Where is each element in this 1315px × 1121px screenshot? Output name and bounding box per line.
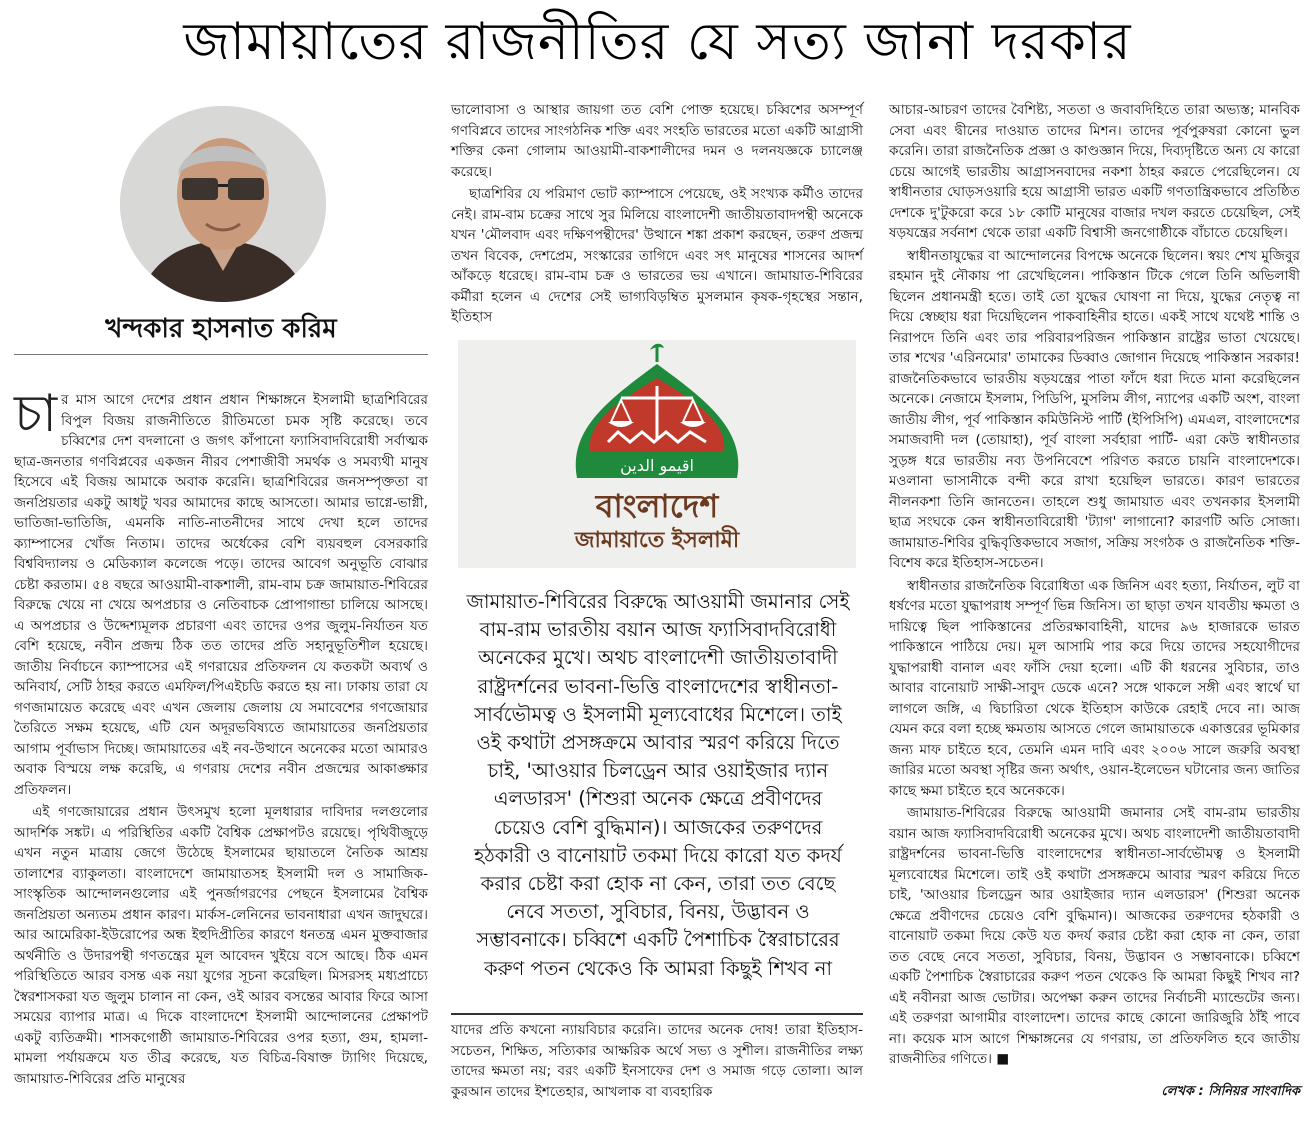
- logo-bangladesh: বাংলাদেশ: [595, 487, 719, 525]
- divider: [451, 1013, 863, 1015]
- article-column-middle-top: [451, 100, 863, 330]
- author-photo: [120, 106, 326, 302]
- byline: লেখক : সিনিয়র সাংবাদিক: [1161, 1084, 1300, 1099]
- author-name: খন্দকার হাসনাত করিম: [105, 314, 337, 344]
- divider: [14, 354, 428, 355]
- headline: জামায়াতের রাজনীতির যে সত্য জানা দরকার: [183, 12, 1132, 72]
- dropcap: চা: [14, 384, 58, 444]
- article-column-middle-bottom: [451, 1020, 863, 1104]
- paragraph-text: র মাস আগে দেশের প্রধান প্রধান শিক্ষাঙ্গনে ইসলামী ছাত্রশিবিরের বিপুল বিজয় রাজনীতিতে রীতিমতো চমক সৃষ্টি করেছে। তবে চব্বিশের দেশ বদলানো ও জগৎ কাঁপানো ফ্যাসিবাদবিরোধী সর্বাত্মক ছাত্র-জনতার গণবিপ্লবের একজন নীরব পেশাজীবী সমর্থক ও সমব্যথী মানুষ হিসেবে এই বিজয় আমাকে অবাক করেনি। ছাত্রশিবিরের জনসম্পৃক্ততা বা জনপ্রিয়তার একটু আধটু খবর আমাদের কাছে আসতো। আমার ভাগ্নে-ভাগ্নী, ভাতিজা-ভাতিজি, এমনকি নাতি-নাতনীদের সাথে দেখা হলে তাদের ক্যাম্পাসের খোঁজ নিতাম। তাদের অর্ধেকের বেশি ব্যয়বহুল বেসরকারি বিশ্ববিদ্যালয় ও মেডিক্যাল কলেজে পড়ে। তাদের আবেগ অনুভূতি বোঝার চেষ্টা করতাম। ৫৪ বছরে আওয়ামী-বাকশালী, রাম-বাম চক্র জামায়াত-শিবিরের বিরুদ্ধে খেয়ে না খেয়ে অপপ্রচার ও নেতিবাচক প্রোপাগান্ডা চালিয়ে আসছে। এ অপপ্রচার ও উদ্দেশ্যমূলক প্রচারণা এবং তাদের ওপর জুলুম-নির্যাতন যত বেশি হয়েছে, নবীন প্রজন্ম ঠিক তত তাদের প্রতি সহানুভূতিশীল হয়েছে। জাতীয় নির্বাচনে ক্যাম্পাসের এই গণরায়ের প্রতিফলন যে কতকটা অব্যর্থ ও অনিবার্য, সেটি ঠাহর করতে এমফিল/পিএইচডি করতে হয় না। ঢাকায় তারা যে গণজামায়েত করেছে এবং এখন জেলায় জেলায় যে সমাবেশের গণজোয়ার তৈরিতে সক্ষম হয়েছে, এটি যেন অদূরভবিষ্যতে জামায়াতের জনপ্রিয়তার আগাম পূর্বাভাস দিচ্ছে। জামায়াতের এই নব-উত্থানে অনেকের মতো আমারও অবাক বিস্ময়ে লক্ষ করেছি, এ গণরায় দেশের নবীন প্রজন্মের আকাঙ্ক্ষার প্রতিফলন।: [14, 392, 428, 798]
- article-paragraph: ছাত্রশিবির যে পরিমাণ ভোট ক্যাম্পাসে পেয়েছে, ওই সংখ্যক কর্মীও তাদের নেই। রাম-বাম চক্রের সাথে সুর মিলিয়ে বাংলাদেশী জাতীয়তাবাদপন্থী অনেকে যখন 'মৌলবাদ এবং দক্ষিণপন্থীদের' উত্থানে শঙ্কা প্রকাশ করছেন, তরুণ প্রজন্ম তখন বিবেক, দেশপ্রেম, সংস্কারের তাগিদে এবং সৎ মানুষের শাসনের আদর্শ আঁকড়ে ধরেছে। রাম-বাম চক্র ও ভারতের ভয় এখানে। জামায়াত-শিবিরের কর্মীরা হলেন এ দেশের সেই ভাগ্যবিড়ম্বিত মুসলমান কৃষক-গৃহস্থের সন্তান, ইতিহাস: [451, 186, 863, 325]
- pull-quote: জামায়াত-শিবিরের বিরুদ্ধে আওয়ামী জমানার সেই বাম-রাম ভারতীয় বয়ান আজ ফ্যাসিবাদবিরোধী অনেকের মুখে। অথচ বাংলাদেশী জাতীয়তাবাদী রাষ্ট্রদর্শনের ভাবনা-ভিত্তি বাংলাদেশের স্বাধীনতা-সার্বভৌমত্ব ও ইসলামী মূল্যবোধের মিশেলে। তাই ওই কথাটা প্রসঙ্গক্রমে আবার স্মরণ করিয়ে দিতে চাই, 'আওয়ার চিলড্রেন আর ওয়াইজার দ্যান এলডারস' (শিশুরা অনেক ক্ষেত্রে প্রবীণদের চেয়েও বেশি বুদ্ধিমান)। আজকের তরুণদের হঠকারী ও বানোয়াট তকমা দিয়ে কারো যত কদর্য করার চেষ্টা করা হোক না কেন, তারা তত বেছে নেবে সততা, সুবিচার, বিনয়, উদ্ভাবন ও সম্ভাবনাকে। চব্বিশে একটি পৈশাচিক স্বৈরাচারের করুণ পতন থেকেও কি আমরা কিছুই শিখব না: [466, 590, 850, 980]
- logo-arabic-text: اقيمو الدين: [620, 456, 694, 475]
- jamaat-logo: [458, 340, 856, 568]
- article-paragraph: এই গণজোয়ারের প্রধান উৎসমুখ হলো মূলধারার দাবিদার দলগুলোর আদর্শিক সঙ্কট। এ পরিস্থিতির একটি বৈশ্বিক প্রেক্ষাপটও রয়েছে। পৃথিবীজুড়ে এখন নতুন মাত্রায় জেগে উঠেছে ইসলামের ছায়াতলে নৈতিক আশ্রয় তালাশের ব্যাকুলতা। বাংলাদেশে জামায়াতসহ ইসলামী দল ও সামাজিক-সাংস্কৃতিক আন্দোলনগুলোর এই পুনর্জাগরণের পেছনে ইসলামের বৈশ্বিক জনপ্রিয়তা অন্যতম প্রধান কারণ। মার্কস-লেনিনের ভাবনাধারা এখন জাদুঘরে। আর আমেরিকা-ইউরোপের অন্ধ ইহুদিপ্রীতির কারণে ধনতন্ত্র এমন মুক্তবাজার অর্থনীতি ও উদারপন্থী গণতন্ত্রের মূল আবেদন খুইয়ে বসে আছে। ঠিক এমন পরিস্থিতিতে আরব বসন্ত এক নয়া যুগের সূচনা করেছিল। মিসরসহ মধ্যপ্রাচ্যে স্বৈরশাসকরা যত জুলুম চালান না কেন, ওই আরব বসন্তের আবার ফিরে আসা সময়ের ব্যাপার মাত্র। এ দিকে বাংলাদেশে ইসলামী আন্দোলনের প্রেক্ষাপট একটু ব্যতিক্রমী। শাসকগোষ্ঠী জামায়াত-শিবিরের ওপর হত্যা, গুম, হামলা-মামলা পর্যায়ক্রমে যত তীব্র করেছে, যত বিচিত্র-বিষাক্ত ট্যাগিং দিয়েছে, জামায়াত-শিবিরের প্রতি মানুষের: [14, 804, 428, 1087]
- article-paragraph: ভালোবাসা ও আস্থার জায়গা তত বেশি পোক্ত হয়েছে। চব্বিশের অসম্পূর্ণ গণবিপ্লবে তাদের সাংগঠনিক শক্তি এবং সংহতি ভারতের মতো একটি আগ্রাসী শক্তির কেনা গোলাম আওয়ামী-বাকশালীদের দমন ও দলনযজ্ঞকে চ্যালেঞ্জ করেছে।: [451, 102, 863, 180]
- article-column-left: [14, 384, 428, 1091]
- article-paragraph: জামায়াত-শিবিরের বিরুদ্ধে আওয়ামী জমানার সেই বাম-রাম ভারতীয় বয়ান আজ ফ্যাসিবাদবিরোধী অনেকের মুখে। অথচ বাংলাদেশী জাতীয়তাবাদী রাষ্ট্রদর্শনের ভাবনা-ভিত্তি বাংলাদেশের স্বাধীনতা-সার্বভৌমত্ব ও ইসলামী মূল্যবোধের মিশেলে। তাই ওই কথাটা প্রসঙ্গক্রমে আবার স্মরণ করিয়ে দিতে চাই, 'আওয়ার চিলড্রেন আর ওয়াইজার দ্যান এলডারস' (শিশুরা অনেক ক্ষেত্রে প্রবীণদের চেয়েও বেশি বুদ্ধিমান)। আজকের তরুণদের হঠকারী ও বানোয়াট তকমা দিয়ে কেউ যত কদর্য করার চেষ্টা করা হোক না কেন, তারা তত বেছে নেবে সততা, সুবিচার, বিনয়, উদ্ভাবন ও সম্ভাবনাকে। চব্বিশে একটি পৈশাচিক স্বৈরাচারের করুণ পতন থেকেও কি আমরা কিছুই শিখব না? এই নবীনরা আজ ভোটার। অপেক্ষা করুন তাদের নির্বাচনী ম্যান্ডেটের জন্য। এই তরুণরা আগামীর বাংলাদেশ। তাদের কাছে কোনো জারিজুরি ঠাঁই পাবে না। কয়েক মাস আগে শিক্ষাঙ্গনের যে গণরায়, তা প্রতিফলিত হবে জাতীয় রাজনীতির গণিতে। ■: [889, 805, 1300, 1067]
- article-paragraph: [14, 384, 428, 800]
- article-column-right: [889, 100, 1300, 1072]
- article-paragraph: স্বাধীনতার রাজনৈতিক বিরোধিতা এক জিনিস এবং হত্যা, নির্যাতন, লুট বা ধর্ষণের মতো যুদ্ধাপরাধ সম্পূর্ণ ভিন্ন জিনিস। তা ছাড়া তখন যাবতীয় ক্ষমতা ও দায়িত্বে ছিল পাকিস্তানের প্রতিরক্ষাবাহিনী, যাদের ৯৬ হাজারকে ভারত পাকিস্তানে পাঠিয়ে দেয়। মূল আসামি পার করে দিয়ে তাদের সহযোগীদের যুদ্ধাপরাধী বানাল এবং ফাঁসি দেয়া হলো। এটি কী ধরনের সুবিচার, তাও আবার বানোয়াট সাক্ষী-সাবুদ ডেকে এনে? সঙ্গে থাকলে সঙ্গী এবং স্বার্থে ঘা লাগলে জঙ্গি, এ দ্বিচারিতা থেকে ইতিহাস কাউকে রেহাই দেবে না। আজ যেমন করে বলা হচ্ছে ক্ষমতায় আসতে গেলে জামায়াতকে একাত্তরের ভূমিকার জন্য মাফ চাইতে হবে, তেমনি এমন দাবি এবং ২০০৬ সালে জরুরি অবস্থা জারির মতো অবস্থা সৃষ্টির জন্য অর্থাৎ, ওয়ান-ইলেভেন ঘটানোর জন্য জাতির কাছে ক্ষমা চাইতে হবে অনেককে।: [889, 577, 1300, 799]
- logo-jamaat: জামায়াতে ইসলামী: [574, 528, 740, 553]
- article-paragraph: স্বাধীনতাযুদ্ধের বা আন্দোলনের বিপক্ষে অনেকে ছিলেন। স্বয়ং শেখ মুজিবুর রহমান দুই নৌকায় পা রেখেছিলেন। পাকিস্তান টিকে গেলে তিনি অভিলাষী ছিলেন প্রধানমন্ত্রী হতে। তাই তো যুদ্ধের ঘোষণা না দিয়ে, যুদ্ধের নেতৃত্ব না দিয়ে স্বেচ্ছায় ধরা দিয়েছিলেন পাকবাহিনীর হাতে। একই সাথে যথেষ্ট শান্তি ও নিরাপদে তিনি এবং তার পরিবারপরিজন পাকিস্তান রাষ্ট্রের ভাতা খেয়েছে। তার শখের 'এরিনমোর' তামাকের ডিব্বাও জোগান দিয়েছে পাকিস্তান সরকার! রাজনৈতিকভাবে ভারতীয় ষড়যন্ত্রের পাতা ফাঁদে ধরা দিতে মানা করেছিলেন অনেকে। নেজামে ইসলাম, পিডিপি, মুসলিম লীগ, ন্যাপের একটি অংশ, বাংলা জাতীয় লীগ, পূর্ব পাকিস্তান কমিউনিস্ট পার্টি (ইপিসিপি) এমএল, বাংলাদেশের সমাজবাদী দল (তোয়াহা), পূর্ব বাংলা সর্বহারা পার্টি- এরা কেউ স্বাধীনতার সুড়ঙ্গ ধরে ভারতীয় নব্য উপনিবেশে পরিণত করতে চায়নি বাংলাদেশকে। মওলানা ভাসানীকে বন্দী করে রাখা হয়েছিল ভারতে। কারণ ভারতের নীলনকশা তিনি জানতেন। তাহলে শুধু জামায়াত এবং তখনকার ইসলামী ছাত্র সংঘকে কেন স্বাধীনতাবিরোধী 'ট্যাগ' লাগানো? কারণটি অতি সোজা। জামায়াত-শিবির বুদ্ধিবৃত্তিকভাবে সজাগ, সক্রিয় সংগঠক ও রাজনৈতিক শক্তি-বিশেষ করে ইতিহাস-সচেতন।: [889, 247, 1300, 571]
- article-paragraph: আচার-আচরণ তাদের বৈশিষ্ট্য, সততা ও জবাবদিহিতে তারা অভ্যস্ত; মানবিক সেবা এবং দ্বীনের দাওয়াত তাদের মিশন। তাদের পূর্বপুরুষরা কোনো ভুল করেনি। তারা রাজনৈতিক প্রজ্ঞা ও কাণ্ডজ্ঞান দিয়ে, দিব্যদৃষ্টিতে অন্য যে কারো চেয়ে আগেই ভারতীয় আগ্রাসনবাদের নকশা ঠাহর করতে পেরেছিলেন। যে স্বাধীনতার ঘোড়সওয়ারি হয়ে আগ্রাসী ভারত একটি গণতান্ত্রিকভাবে প্রতিষ্ঠিত দেশকে দু'টুকরো করে ১৮ কোটি মানুষের বাজার দখল করতে চেয়েছিল, সেই ষড়যন্ত্রের সর্বনাশ থেকে তারা একটি বিশ্বাসী জনগোষ্ঠীকে বাঁচাতে চেয়েছিল।: [889, 102, 1300, 241]
- article-paragraph: যাদের প্রতি কখনো ন্যায়বিচার করেনি। তাদের অনেক দোষ! তারা ইতিহাস-সচেতন, শিক্ষিত, সত্যিকার আক্ষরিক অর্থে সভ্য ও সুশীল। রাজনীতির লক্ষ্য তাদের ক্ষমতা নয়; বরং একটি ইনসাফের দেশ ও সমাজ গড়ে তোলা। আল কুরআন তাদের ইশতেহার, আখলাক বা ব্যবহারিক: [451, 1022, 863, 1100]
